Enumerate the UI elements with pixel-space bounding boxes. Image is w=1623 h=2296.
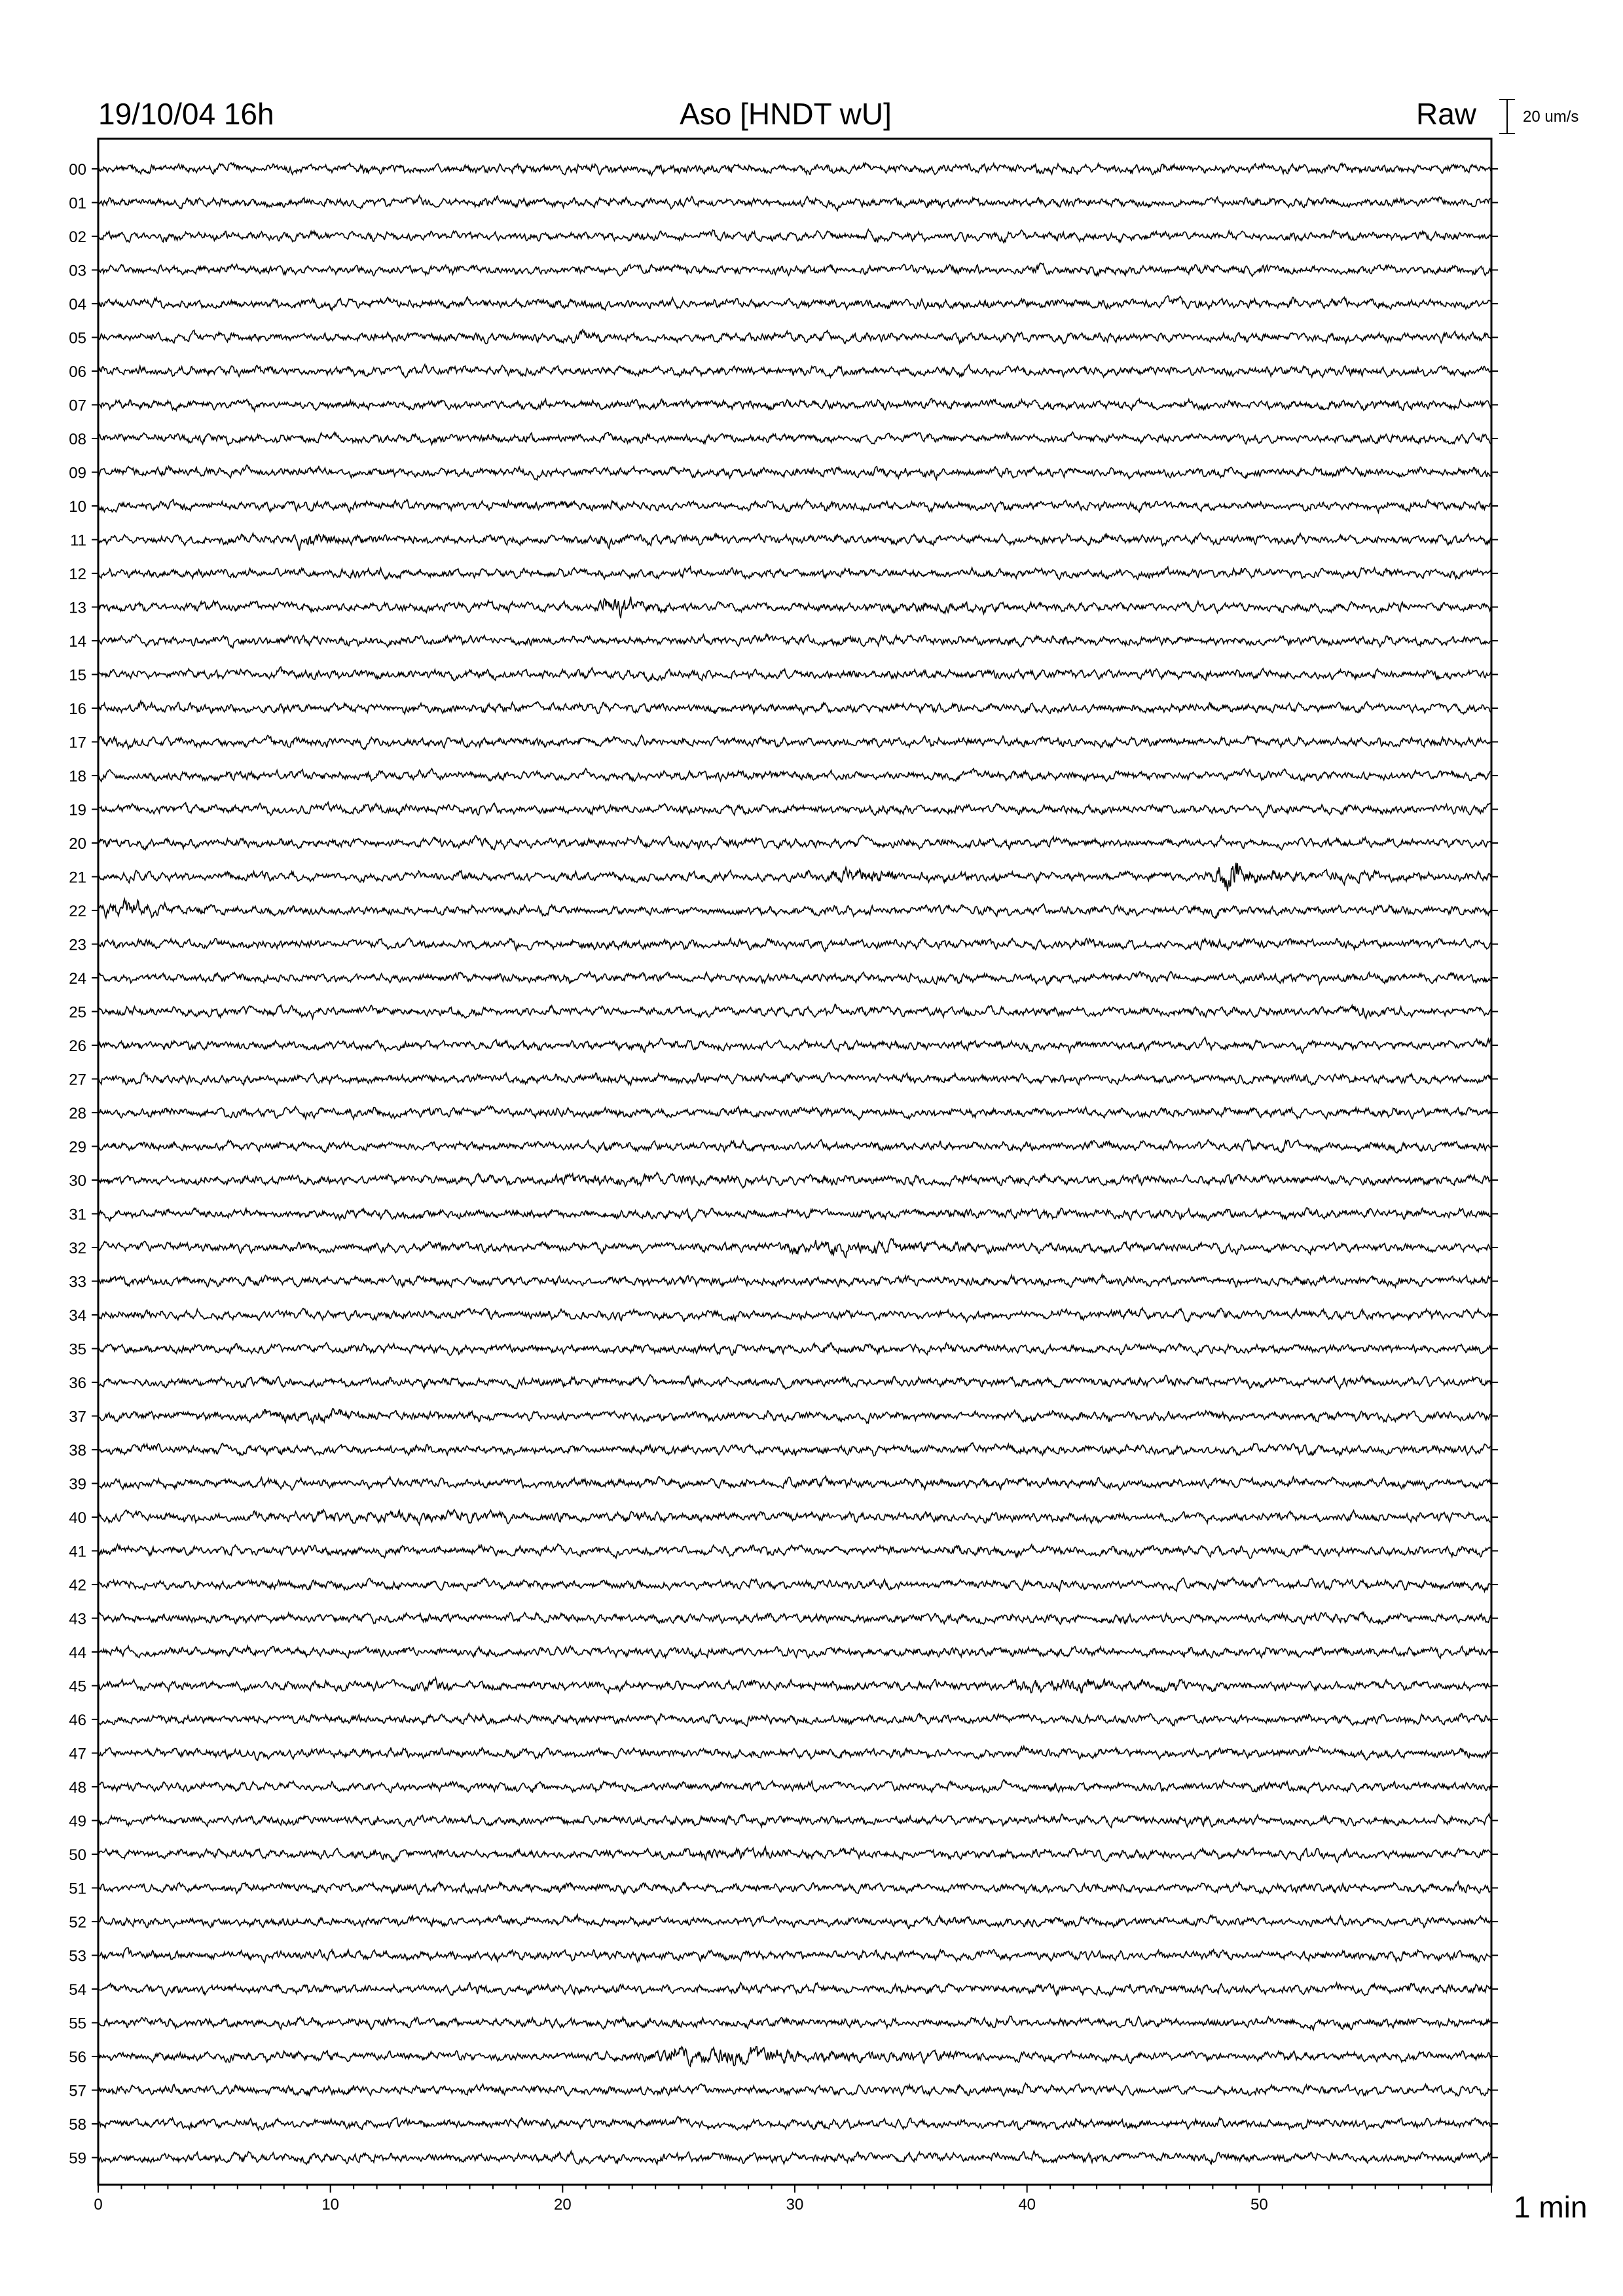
row-label-58: 58 [69,2116,86,2134]
trace-18 [98,768,1491,781]
trace-42 [98,1578,1491,1592]
row-label-36: 36 [69,1374,86,1392]
trace-56 [98,2047,1491,2066]
row-label-08: 08 [69,431,86,448]
row-label-50: 50 [69,1846,86,1864]
row-label-11: 11 [70,531,86,550]
trace-00 [98,163,1491,175]
row-label-18: 18 [69,768,86,785]
trace-50 [98,1847,1491,1863]
row-label-29: 29 [69,1138,86,1157]
row-label-47: 47 [69,1745,86,1763]
trace-30 [98,1172,1491,1188]
trace-06 [98,365,1491,378]
trace-07 [98,399,1491,411]
trace-38 [98,1443,1491,1456]
row-label-59: 59 [69,2149,86,2168]
trace-29 [98,1139,1491,1153]
row-label-34: 34 [69,1307,86,1325]
row-label-15: 15 [69,666,86,685]
row-label-57: 57 [69,2082,86,2100]
trace-12 [98,567,1491,579]
scale-bar-label: 20 um/s [1523,108,1579,126]
station-title: Aso [HNDT wU] [680,97,892,131]
row-label-49: 49 [69,1812,86,1831]
row-label-44: 44 [69,1644,86,1662]
row-label-55: 55 [69,2015,86,2033]
trace-02 [98,230,1491,243]
row-label-45: 45 [69,1677,86,1696]
row-label-24: 24 [69,970,86,988]
row-label-26: 26 [69,1037,86,1055]
trace-24 [98,971,1491,985]
row-label-22: 22 [69,903,86,920]
trace-35 [98,1342,1491,1355]
trace-32 [98,1239,1491,1258]
row-label-23: 23 [69,936,86,954]
trace-45 [98,1678,1491,1693]
row-label-52: 52 [69,1914,86,1931]
trace-40 [98,1510,1491,1525]
mode-label: Raw [1415,97,1476,131]
row-label-25: 25 [69,1003,86,1022]
x-tick-label-20: 20 [553,2196,572,2214]
row-label-30: 30 [69,1172,86,1190]
trace-17 [98,735,1491,749]
row-label-53: 53 [69,1947,86,1965]
trace-54 [98,1982,1491,1996]
row-label-42: 42 [69,1577,86,1594]
trace-39 [98,1476,1491,1490]
row-label-28: 28 [69,1105,86,1122]
trace-01 [98,196,1491,211]
row-label-00: 00 [69,161,86,179]
trace-31 [98,1208,1491,1221]
trace-28 [98,1106,1491,1119]
row-label-07: 07 [69,397,86,415]
row-label-19: 19 [69,801,86,819]
row-label-41: 41 [69,1543,86,1561]
amplitude-scale-bar [1499,99,1578,134]
row-label-10: 10 [69,498,86,516]
row-label-46: 46 [69,1712,86,1729]
row-label-56: 56 [69,2049,86,2066]
trace-21 [98,863,1491,891]
row-label-05: 05 [69,329,86,348]
trace-51 [98,1882,1491,1894]
row-label-group [69,161,1498,2168]
row-label-27: 27 [69,1071,86,1089]
trace-09 [98,465,1491,480]
row-label-02: 02 [69,228,86,246]
trace-33 [98,1275,1491,1287]
trace-47 [98,1746,1491,1761]
trace-16 [98,701,1491,714]
row-label-40: 40 [69,1509,86,1527]
plot-frame [98,139,1491,2185]
row-label-31: 31 [69,1206,86,1224]
trace-46 [98,1713,1491,1727]
x-tick-label-40: 40 [1018,2196,1036,2214]
trace-10 [98,499,1491,512]
row-label-37: 37 [69,1408,86,1426]
x-tick-label-30: 30 [786,2196,804,2214]
row-label-39: 39 [69,1475,86,1494]
trace-34 [98,1308,1491,1321]
trace-26 [98,1037,1491,1053]
row-label-32: 32 [69,1240,86,1257]
trace-57 [98,2083,1491,2096]
datetime-label: 19/10/04 16h [98,97,274,131]
row-label-21: 21 [69,869,86,887]
x-axis [94,2185,1491,2214]
row-label-17: 17 [69,734,86,752]
x-unit-label: 1 min [1514,2190,1588,2224]
trace-48 [98,1780,1491,1793]
row-label-38: 38 [69,1442,86,1460]
trace-37 [98,1408,1491,1424]
row-label-54: 54 [69,1981,86,1999]
x-tick-label-50: 50 [1250,2196,1268,2214]
trace-20 [98,835,1491,850]
row-label-35: 35 [69,1340,86,1359]
trace-15 [98,667,1491,681]
trace-41 [98,1544,1491,1558]
row-label-48: 48 [69,1779,86,1797]
trace-05 [98,330,1491,344]
trace-14 [98,634,1491,648]
row-label-16: 16 [69,700,86,718]
row-label-01: 01 [69,194,86,213]
trace-22 [98,899,1491,919]
trace-23 [98,938,1491,951]
trace-03 [98,263,1491,276]
trace-19 [98,802,1491,817]
trace-27 [98,1073,1491,1085]
x-tick-label-0: 0 [94,2196,103,2214]
row-label-03: 03 [69,262,86,280]
row-label-13: 13 [69,599,86,617]
trace-36 [98,1374,1491,1389]
row-label-20: 20 [69,835,86,853]
trace-55 [98,2016,1491,2030]
trace-49 [98,1814,1491,1827]
row-label-12: 12 [69,565,86,583]
trace-44 [98,1646,1491,1659]
row-label-51: 51 [69,1880,86,1898]
row-label-06: 06 [69,363,86,381]
row-label-43: 43 [69,1610,86,1628]
trace-group [98,163,1491,2164]
row-label-33: 33 [69,1273,86,1291]
trace-25 [98,1004,1491,1018]
trace-58 [98,2117,1491,2130]
trace-52 [98,1914,1491,1928]
trace-11 [98,533,1491,550]
x-tick-label-10: 10 [321,2196,340,2214]
row-label-09: 09 [69,464,86,482]
row-label-14: 14 [69,633,86,651]
trace-59 [98,2151,1491,2164]
row-label-04: 04 [69,296,86,314]
trace-43 [98,1612,1491,1624]
trace-13 [98,597,1491,619]
trace-08 [98,432,1491,445]
trace-53 [98,1948,1491,1963]
trace-04 [98,296,1491,310]
